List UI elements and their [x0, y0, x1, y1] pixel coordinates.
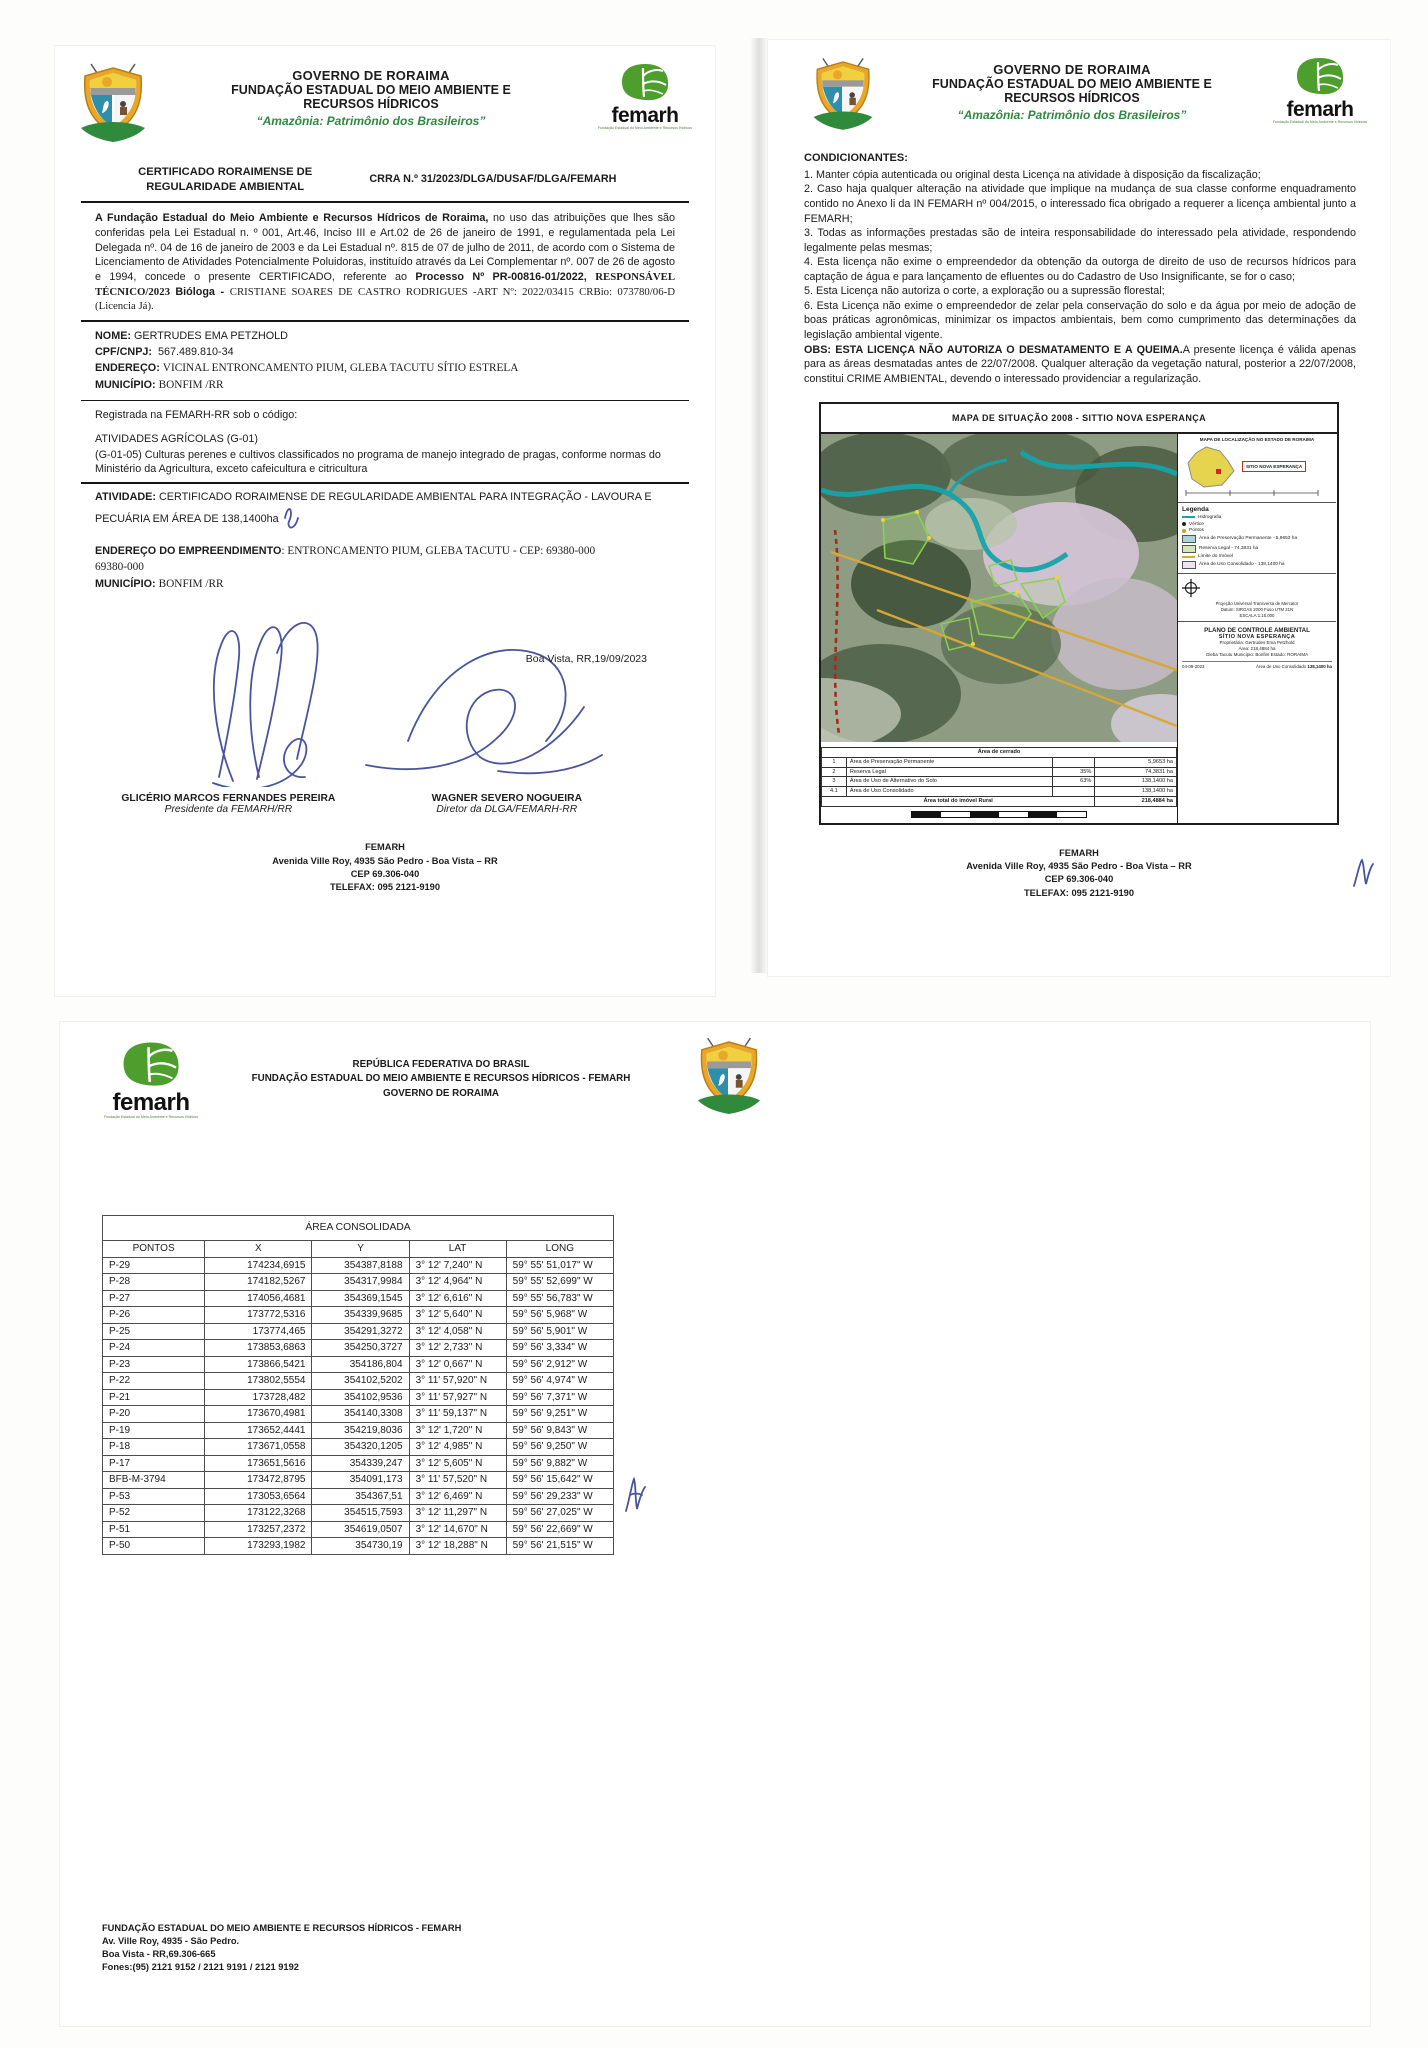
- consolidated-area-table-wrap: [102, 1215, 614, 1555]
- handwritten-mark-icon: [282, 504, 304, 530]
- footer-line: CEP 69.306-040: [1044, 874, 1114, 885]
- femarh-leaf-icon: [619, 62, 671, 102]
- legend-swatch-icon: [1182, 516, 1195, 518]
- footer-line: Avenida Ville Roy, 4935 São Pedro - Boa Vista – RR: [272, 855, 498, 866]
- page3-footer: [102, 1922, 461, 1974]
- areas-table-row: 1 Área de Preservação Permanente 5,9653 ha: [822, 757, 1177, 767]
- signature-names-row: [95, 793, 675, 815]
- condition-item: 4. Esta licença não exime o empreendedor da obtenção da outorga de direito de uso de recursos hídricos para captação de água e para lançamento de efluentes ou do Cadastro de Uso Insignificante, se for o caso;: [804, 256, 1356, 283]
- enterprise-cep: 69380-000: [95, 561, 144, 574]
- map-title: MAPA DE SITUAÇÃO 2008 - SITTIO NOVA ESPERANÇA: [821, 404, 1337, 434]
- table-row: P-19 173652,4441 354219,8036 3° 12' 1,720" N 59° 56' 9,843" W: [103, 1422, 614, 1439]
- page-3-coordinates: [60, 1022, 1370, 2026]
- femarh-wordmark: femarh: [611, 104, 679, 127]
- femarh-wordmark: femarh: [112, 1088, 190, 1116]
- roraima-crest-icon: [77, 62, 149, 151]
- femarh-wordmark: femarh: [1286, 98, 1354, 121]
- legend-item: [1182, 528, 1332, 533]
- condition-item: 2. Caso haja qualquer alteração na atividade que implique na mudança de sua classe conforme enquadramento contido no Anexo li da IN FEMARH nº 004/2015, o interessado fica obrigado a requerer a licença ambiental junto a FEMARH;: [804, 183, 1356, 225]
- legend-item: [1182, 515, 1332, 520]
- signature-president: [155, 597, 355, 787]
- legend-list: [1182, 515, 1332, 569]
- footer-line: TELEFAX: 095 2121-9190: [329, 882, 441, 893]
- legend-label: Área de Uso Consolidado - 138,1400 ha: [1199, 562, 1285, 568]
- signature-zone: [95, 597, 675, 793]
- footer-line: FEMARH: [1059, 847, 1099, 858]
- holder-municipality-row: MUNICÍPIO: BONFIM /RR: [95, 379, 224, 392]
- divider: [81, 320, 689, 322]
- footer-line: Av. Ville Roy, 4935 - São Pedro.: [102, 1936, 240, 1947]
- org-government: GOVERNO DE RORAIMA: [292, 68, 450, 83]
- legend-label: Vértice: [1189, 521, 1204, 527]
- condition-item: 1. Manter cópia autenticada ou original desta Licença na atividade à disposição da fiscalização;: [804, 168, 1261, 181]
- table-row: BFB-M-3794 173472,8795 354091,173 3° 11' 57,520" N 59° 56' 15,642" W: [103, 1472, 614, 1489]
- conditions-title: CONDICIONANTES:: [804, 152, 908, 164]
- table-row: P-23 173866,5421 354186,804 3° 12' 0,667" N 59° 56' 2,912" W: [103, 1356, 614, 1373]
- situation-map-box: [819, 402, 1339, 824]
- certificate-title-row: [95, 165, 675, 195]
- map-sidebar: [1178, 434, 1336, 822]
- legend-swatch-icon: [1182, 535, 1196, 543]
- pca-section: [1178, 622, 1336, 672]
- pca-footer-row: [1182, 661, 1332, 669]
- femarh-caption: Fundação Estadual do Meio Ambiente e Recursos Hídricos: [1272, 120, 1368, 124]
- president-name-block: [95, 793, 362, 815]
- legend-swatch-icon: [1182, 545, 1196, 553]
- org-name-line1: FUNDAÇÃO ESTADUAL DO MEIO AMBIENTE E: [932, 77, 1212, 91]
- legend-item: [1182, 545, 1332, 553]
- obs-paragraph: OBS: ESTA LICENÇA NÃO AUTORIZA O DESMATAMENTO E A QUEIMA.A presente licença é válida apenas para as áreas desmatadas antes de 22/07/2008. Qualquer alteração da vegetação natural, posterior a 22/07/2008, constitui CRIME AMBIENTAL, devendo o interessado providenciar a regularização.: [804, 343, 1356, 385]
- pca-date: 04-09-2023: [1182, 664, 1205, 670]
- roraima-state-shape-icon: [1182, 445, 1238, 489]
- republic-line: REPÚBLICA FEDERATIVA DO BRASIL: [352, 1059, 530, 1071]
- certificate-title: CERTIFICADO RORAIMENSE DE REGULARIDADE AMBIENTAL: [138, 166, 313, 194]
- footer-line: Avenida Ville Roy, 4935 São Pedro - Boa Vista – RR: [966, 860, 1192, 871]
- locator-map-section: [1178, 434, 1336, 503]
- president-role: Presidente da FEMARH/RR: [164, 804, 293, 816]
- director-name: WAGNER SEVERO NOGUEIRA: [431, 793, 583, 805]
- holder-name-row: NOME: GERTRUDES EMA PETZHOLD: [95, 329, 288, 342]
- footer-line: Boa Vista - RR,69.306-665: [102, 1949, 216, 1960]
- table-row: P-50 173293,1982 354730,19 3° 12' 18,288" N 59° 56' 21,515" W: [103, 1538, 614, 1555]
- table-row: P-25 173774,465 354291,3272 3° 12' 4,058" N 59° 56' 5,901" W: [103, 1323, 614, 1340]
- handwritten-mark-icon: [620, 1475, 648, 1515]
- page-2-conditions: [768, 40, 1390, 976]
- president-name: GLICÉRIO MARCOS FERNANDES PEREIRA: [121, 793, 336, 805]
- map-areas-table: [821, 747, 1177, 806]
- table-row: P-52 173122,3268 354515,7593 3° 12' 11,297" N 59° 56' 27,025" W: [103, 1505, 614, 1522]
- areas-table-total-row: [822, 796, 1177, 806]
- pca-site-name: SÍTIO NOVA ESPERANÇA: [1218, 634, 1296, 641]
- director-role: Diretor da DLGA/FEMARH-RR: [436, 804, 578, 816]
- org-name-line2: RECURSOS HÍDRICOS: [303, 97, 439, 111]
- legend-item: [1182, 535, 1332, 543]
- consolidated-area-table: [102, 1215, 614, 1555]
- femarh-caption: Fundação Estadual do Meio Ambiente e Recursos Hídricos: [103, 1114, 199, 1119]
- certificate-body-paragraph: A Fundação Estadual do Meio Ambiente e Recursos Hídricos de Roraima, no uso das atribuições que lhes são conferidas pela Lei Estadual n. º 001, Art.46, Inciso III e Art.02 de 26 de janeiro de 1991, e regulamentada pela Lei Delegada nº. 04 de 16 de janeiro de 2003 e da Lei Estadual nº. 815 de 07 de julho de 2011, de acordo com o Sistema de Licenciamento de Atividades Potencialmente Poluidoras, instituído através da Lei Complementar nº. 007 de 26 de agosto e 1994, concede o presente CERTIFICADO, referente ao Processo Nº PR-00816-01/2022, RESPONSÁVEL TÉCNICO/2023 Bióloga - CRISTIANE SOARES DE CASTRO RODRIGUES -ART Nº: 2022/03415 CRBio: 073780/06-D (Licencia Já).: [95, 212, 676, 313]
- table-row: P-29 174234,6915 354387,8188 3° 12' 7,240" N 59° 55' 51,017" W: [103, 1257, 614, 1274]
- footer-line: CEP 69.306-040: [350, 869, 420, 880]
- registry-block: [95, 407, 675, 476]
- areas-total-value: 218,4884 ha: [1095, 796, 1177, 806]
- table-row: P-27 174056,4681 354369,1545 3° 12' 6,616" N 59° 55' 56,783" W: [103, 1290, 614, 1307]
- legend-item: [1182, 561, 1332, 569]
- legend-item: [1182, 554, 1332, 559]
- footer-line: TELEFAX: 095 2121-9190: [1023, 887, 1135, 898]
- areas-total-label: Área total do imóvel Rural: [822, 796, 1095, 806]
- org-name-line2: RECURSOS HÍDRICOS: [1004, 91, 1140, 105]
- footer-line: FUNDAÇÃO ESTADUAL DO MEIO AMBIENTE E RECURSOS HÍDRICOS - FEMARH: [102, 1923, 462, 1933]
- divider: [81, 400, 689, 401]
- legend-label: Reserva Legal - 74,3831 ha: [1199, 545, 1259, 551]
- legend-swatch-icon: [1182, 561, 1196, 569]
- signature-date-place: Boa Vista, RR,19/09/2023: [525, 653, 647, 666]
- table-row: P-22 173802,5554 354102,5202 3° 11' 57,920" N 59° 56' 4,974" W: [103, 1373, 614, 1390]
- pca-owner: Proprietária: Gertrudes Ema Petzhold: [1219, 640, 1295, 646]
- projection-line: ESCALA:1:15.000: [1239, 612, 1275, 618]
- page1-header: [55, 46, 715, 151]
- government-line: GOVERNO DE RORAIMA: [383, 1087, 499, 1099]
- legend-section: [1178, 503, 1336, 575]
- table-column-headers: PONTOS X Y LAT LONG: [103, 1241, 614, 1258]
- femarh-logo: [593, 62, 697, 130]
- compass-projection-section: [1178, 574, 1336, 622]
- signature-director: [350, 625, 620, 785]
- locator-map-title: MAPA DE LOCALIZAÇÃO NO ESTADO DE RORAIMA: [1199, 437, 1315, 443]
- footer-line: Fones:(95) 2121 9152 / 2121 9191 / 2121 9192: [102, 1962, 299, 1973]
- condition-item: 5. Esta Licença não autoriza o corte, a exploração ou a supressão florestal;: [804, 285, 1165, 298]
- table-row: P-24 173853,6863 354250,3727 3° 12' 2,733" N 59° 56' 3,334" W: [103, 1340, 614, 1357]
- map-scale-bar: [911, 811, 1087, 818]
- femarh-leaf-icon: [1294, 56, 1346, 96]
- condition-item: 3. Todas as informações prestadas são de inteira responsabilidade do interessado pela atividade, respondendo legalmente pelas mesmas;: [804, 227, 1356, 254]
- satellite-map-image: [821, 434, 1177, 742]
- table-row: P-20 173670,4981 354140,3308 3° 11' 59,137" N 59° 56' 9,251" W: [103, 1406, 614, 1423]
- activity-code-title: ATIVIDADES AGRÍCOLAS (G-01): [95, 433, 258, 446]
- compass-icon: [1182, 579, 1200, 597]
- enterprise-municipality-row: MUNICÍPIO: BONFIM /RR: [95, 578, 224, 591]
- femarh-leaf-icon: [120, 1040, 182, 1088]
- projection-line: Projeção Universal Transversa de Mercator: [1215, 601, 1299, 607]
- divider: [81, 201, 689, 203]
- pca-location-line: Gleba Tacutu Município: Bonfim Estado: RORAIMA: [1205, 652, 1309, 658]
- roraima-crest-icon: [694, 1036, 764, 1123]
- areas-table-row: 2 Reserva Legal 35% 74,3831 ha: [822, 767, 1177, 777]
- areas-table-body: [822, 757, 1177, 796]
- areas-table-row: 3 Área de Uso de Alternativo do Solo 63% 138,1400 ha: [822, 777, 1177, 787]
- org-government: GOVERNO DE RORAIMA: [993, 62, 1151, 77]
- areas-table-header: Área de cerrado: [822, 748, 1177, 758]
- table-title: ÁREA CONSOLIDADA: [103, 1216, 614, 1241]
- projection-info: [1182, 601, 1332, 618]
- locator-scale-ticks: [1182, 489, 1322, 497]
- coordinates-table-body: [103, 1257, 614, 1554]
- table-row: P-17 173651,5616 354339,247 3° 12' 5,605" N 59° 56' 9,882" W: [103, 1455, 614, 1472]
- conditions-list: [804, 168, 1356, 343]
- locator-site-label: SITIO NOVA ESPERANÇA: [1242, 461, 1306, 472]
- table-row: P-21 173728,482 354102,9536 3° 11' 57,927" N 59° 56' 7,371" W: [103, 1389, 614, 1406]
- scan-gutter-shadow: [750, 38, 768, 973]
- pca-title: PLANO DE CONTROLE AMBIENTAL: [1204, 627, 1310, 635]
- legend-label: Hidrografia: [1198, 514, 1222, 520]
- map-satellite-panel: [821, 434, 1178, 822]
- crra-number: CRRA N.º 31/2023/DLGA/DUSAF/DLGA/FEMARH: [369, 173, 617, 185]
- page2-footer: [768, 847, 1390, 901]
- legend-swatch-icon: [1182, 529, 1186, 533]
- org-slogan: “Amazônia: Patrimônio dos Brasileiros”: [256, 114, 486, 128]
- legend-swatch-icon: [1182, 556, 1195, 558]
- page1-footer: [55, 841, 715, 895]
- legend-label: Área de Preservação Permanente - 5,9653 ha: [1199, 536, 1298, 542]
- holder-cpf-row: CPF/CNPJ: 567.489.810-34: [95, 346, 234, 359]
- page3-header-text: [206, 1058, 676, 1101]
- pca-auc: Área de Uso Consolidado 138,1400 ha: [1256, 664, 1332, 670]
- areas-table-row: 4.1 Área de Uso Consolidado 138,1400 ha: [822, 787, 1177, 797]
- legend-label: Limite do Imóvel: [1198, 554, 1233, 560]
- activity-code-description: (G-01-05) Culturas perenes e cultivos classificados no programa de manejo integrado de pragas, conforme normas do Ministério da Agricultura, exceto cafeicultura e citricultura: [95, 448, 661, 475]
- activity-row: ATIVIDADE: CERTIFICADO RORAIMENSE DE REGULARIDADE AMBIENTAL PARA INTEGRAÇÃO - LAVOURA E PECUÁRIA EM ÁREA DE 138,1400ha: [95, 490, 675, 530]
- femarh-logo: [1268, 56, 1372, 124]
- legend-item: [1182, 522, 1332, 527]
- table-row: P-18 173671,0558 354320,1205 3° 12' 4,985" N 59° 56' 9,250" W: [103, 1439, 614, 1456]
- page-1-certificate: [55, 46, 715, 996]
- handwritten-mark-icon: [1350, 856, 1376, 890]
- table-row: P-53 173053,6564 354367,51 3° 12' 6,469" N 59° 56' 29,233" W: [103, 1488, 614, 1505]
- pca-area: Área: 218,4884 ha: [1238, 646, 1276, 652]
- table-row: P-28 174182,5267 354317,9984 3° 12' 4,964" N 59° 55' 52,699" W: [103, 1274, 614, 1291]
- footer-line: FEMARH: [365, 842, 405, 853]
- holder-address-row: ENDEREÇO: VICINAL ENTRONCAMENTO PIUM, GLEBA TACUTU SÍTIO ESTRELA: [95, 362, 519, 375]
- table-row: P-26 173772,5316 354339,9685 3° 12' 5,640" N 59° 56' 5,968" W: [103, 1307, 614, 1324]
- page2-header: [768, 40, 1390, 139]
- foundation-line: FUNDAÇÃO ESTADUAL DO MEIO AMBIENTE E RECURSOS HÍDRICOS - FEMARH: [251, 1073, 631, 1085]
- holder-info-block: [95, 328, 675, 394]
- legend-swatch-icon: [1182, 522, 1186, 526]
- org-slogan: “Amazônia: Patrimônio dos Brasileiros”: [957, 108, 1187, 122]
- table-row: P-51 173257,2372 354619,0507 3° 12' 14,670" N 59° 56' 22,669" W: [103, 1521, 614, 1538]
- registry-caption: Registrada na FEMARH-RR sob o código:: [95, 409, 298, 422]
- conditions-block: [804, 151, 1356, 386]
- divider: [81, 482, 689, 484]
- page3-header: [60, 1022, 1370, 1123]
- legend-label: Pontos: [1189, 528, 1204, 534]
- roraima-crest-icon: [810, 56, 876, 139]
- femarh-logo: [96, 1040, 206, 1119]
- director-name-block: [362, 793, 652, 815]
- enterprise-address-row: ENDEREÇO DO EMPREENDIMENTO: ENTRONCAMENTO PIUM, GLEBA TACUTU - CEP: 69380-000: [95, 545, 596, 558]
- projection-line: Datum: SIRGAS 2000 Fuso UTM 21N: [1220, 606, 1294, 612]
- femarh-caption: Fundação Estadual do Meio Ambiente e Recursos Hídricos: [597, 126, 693, 130]
- org-name-line1: FUNDAÇÃO ESTADUAL DO MEIO AMBIENTE E: [231, 83, 511, 97]
- activity-block: [95, 490, 675, 593]
- condition-item: 6. Esta Licença não exime o empreendedor de zelar pela conservação do solo e da água por meio de adoção de boas práticas agronômicas, minimizar os impactos ambientais, bem como cumprimento das determinações da legislação ambiental vigente.: [804, 299, 1356, 342]
- legend-title: Legenda: [1182, 505, 1209, 513]
